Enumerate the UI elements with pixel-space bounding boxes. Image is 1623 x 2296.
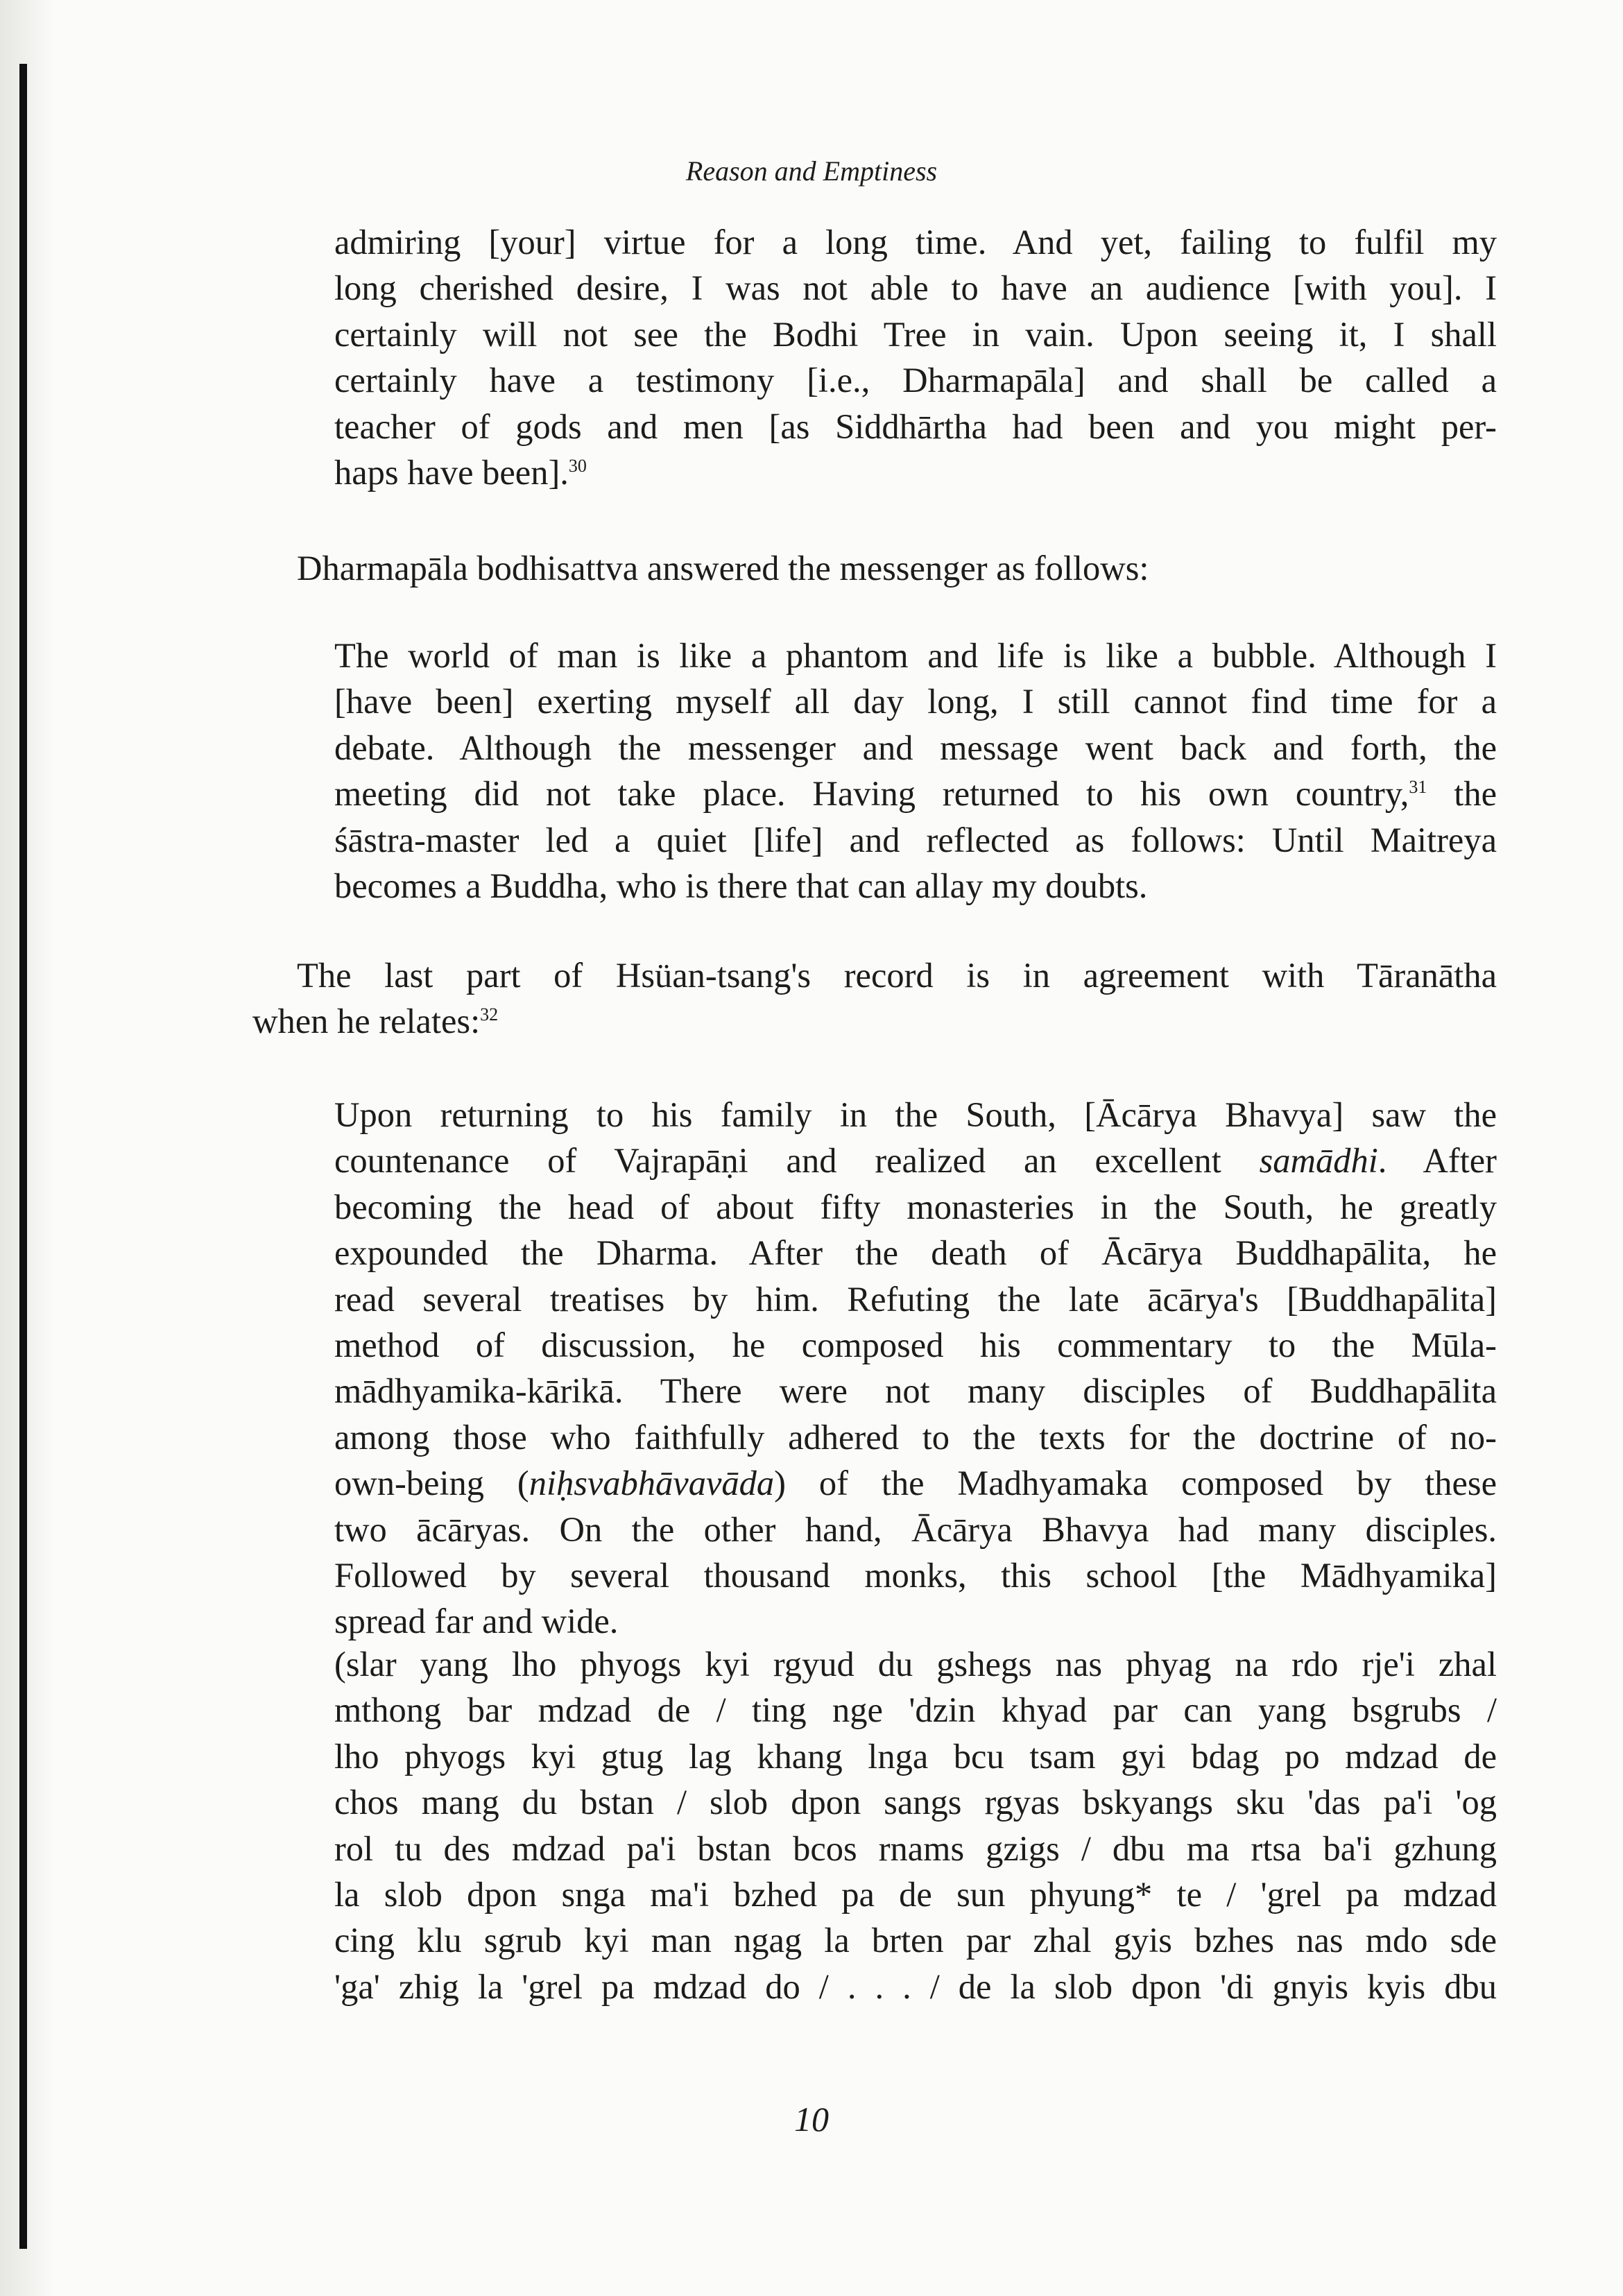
text-line-content: ) of the Madhyamaka composed by these — [774, 1464, 1497, 1503]
text-line: debate. Although the messenger and message went back and forth, the — [334, 728, 1497, 767]
text-line: la slob dpon snga ma'i bzhed pa de sun phyung* te / 'grel pa mdzad — [334, 1875, 1497, 1914]
text-line: Followed by several thousand monks, this school [the Mādhyamika] — [334, 1556, 1497, 1595]
text-line: 'ga' zhig la 'grel pa mdzad do / . . . / de la slob dpon 'di gnyis kyis dbu — [334, 1967, 1497, 2006]
text-line: expounded the Dharma. After the death of Ācārya Buddhapālita, he — [334, 1233, 1497, 1273]
text-line: mādhyamika-kārikā. There were not many disciples of Buddhapālita — [334, 1371, 1497, 1411]
text-line — [334, 771, 1497, 816]
text-line: teacher of gods and men [as Siddhārtha had been and you might per- — [334, 406, 1497, 446]
text-line: śāstra-master led a quiet [life] and reflected as follows: Until Maitreya — [334, 820, 1497, 859]
paragraph-2 — [252, 952, 1497, 1045]
text-line: read several treatises by him. Refuting the late ācārya's [Buddhapālita] — [334, 1279, 1497, 1319]
text-line: long cherished desire, I was not able to have an audience [with you]. I — [334, 268, 1497, 308]
footnote-ref: 30 — [568, 456, 587, 477]
text-line-content: haps have been]. — [334, 453, 569, 492]
text-line: The world of man is like a phantom and life is like a bubble. Although I — [334, 636, 1497, 675]
text-line: certainly have a testimony [i.e., Dharmapāla] and shall be called a — [334, 361, 1497, 400]
text-line: mthong bar mdzad de / ting nge 'dzin khyad par can yang bsgrubs / — [334, 1690, 1497, 1730]
text-line: lho phyogs kyi gtug lag khang lnga bcu tsam gyi bdag po mdzad de — [334, 1736, 1497, 1776]
text-line: becomes a Buddha, who is there that can allay my doubts. — [334, 866, 1148, 906]
text-line: Upon returning to his family in the South, [Ācārya Bhavya] saw the — [334, 1095, 1497, 1134]
quote-block-1 — [334, 219, 1497, 495]
page-number: 10 — [794, 2100, 829, 2139]
text-line: (slar yang lho phyogs kyi rgyud du gshegs nas phyag na rdo rje'i zhal — [334, 1645, 1497, 1684]
text-line: certainly will not see the Bodhi Tree in vain. Upon seeing it, I shall — [334, 314, 1497, 354]
text-line — [334, 1138, 1497, 1183]
text-line: chos mang du bstan / slob dpon sangs rgyas bskyangs sku 'das pa'i 'og — [334, 1783, 1497, 1822]
text-line-content: countenance of Vajrapāṇi and realized an excellent — [334, 1141, 1260, 1181]
text-line: rol tu des mdzad pa'i bstan bcos rnams gzigs / dbu ma rtsa ba'i gzhung — [334, 1828, 1497, 1868]
page-gutter-shadow — [0, 0, 55, 2296]
text-line: [have been] exerting myself all day long, I still cannot find time for a — [334, 682, 1497, 721]
text-line: spread far and wide. — [334, 1602, 619, 1641]
text-line-content: . After — [1377, 1141, 1497, 1181]
text-line: cing klu sgrub kyi man ngag la brten par zhal gyis bzhes nas mdo sde — [334, 1921, 1497, 1960]
text-line — [252, 998, 1497, 1044]
text-line: method of discussion, he composed his commentary to the Mūla- — [334, 1326, 1497, 1365]
italic-term: niḥsvabhāvavāda — [529, 1464, 775, 1503]
text-line: Dharmapāla bodhisattva answered the messenger as follows: — [297, 549, 1149, 588]
text-line: two ācāryas. On the other hand, Ācārya Bhavya had many disciples. — [334, 1509, 1497, 1549]
text-line-content: when he relates: — [252, 1002, 481, 1041]
italic-term: samādhi — [1259, 1141, 1378, 1181]
footnote-ref: 32 — [480, 1004, 499, 1025]
text-line: The last part of Hsüan-tsang's record is in agreement with Tāranātha — [297, 956, 1497, 995]
text-line: admiring [your] virtue for a long time. And yet, failing to fulfil my — [334, 223, 1497, 262]
footnote-ref: 31 — [1409, 777, 1427, 798]
tibetan-transliteration — [334, 1641, 1497, 2010]
text-line: becoming the head of about fifty monasteries in the South, he greatly — [334, 1187, 1497, 1226]
text-line-content: own-being ( — [334, 1464, 529, 1503]
quote-block-2 — [334, 633, 1497, 909]
text-line — [334, 1460, 1497, 1506]
running-head: Reason and Emptiness — [685, 155, 938, 187]
paragraph-1 — [297, 545, 1497, 591]
text-line: among those who faithfully adhered to the texts for the doctrine of no- — [334, 1417, 1497, 1457]
text-line-content: the — [1427, 774, 1497, 814]
binding-edge — [19, 64, 27, 2249]
text-line-content: meeting did not take place. Having returned to his own country, — [334, 774, 1409, 814]
quote-block-3 — [334, 1092, 1497, 1645]
text-line — [334, 449, 1497, 495]
